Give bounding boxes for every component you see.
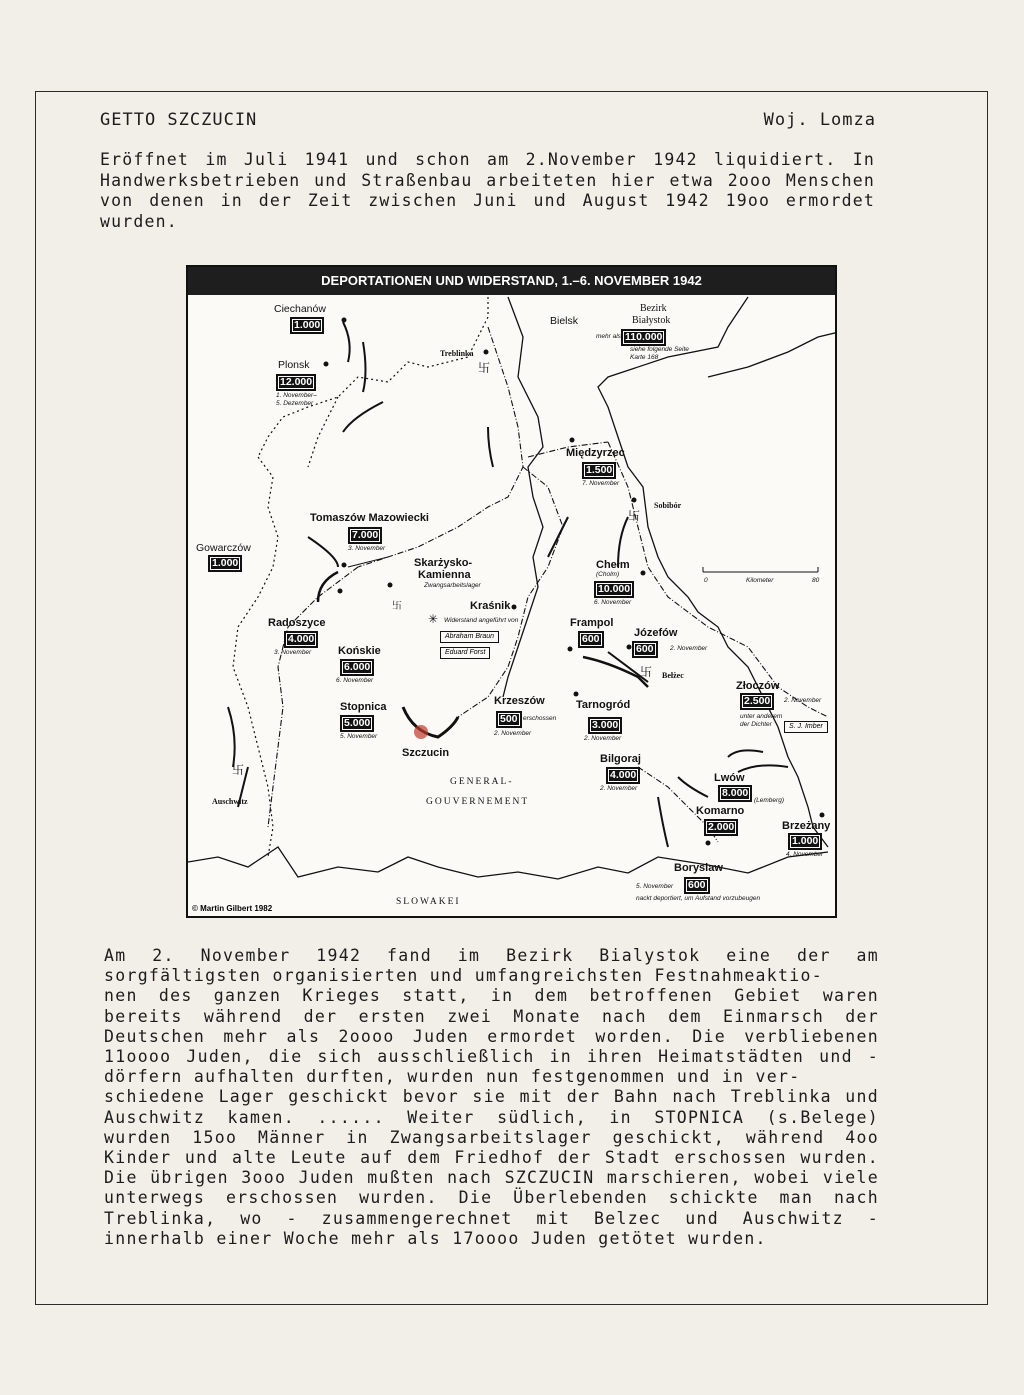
label-chelm-alt: (Cholm) xyxy=(596,571,620,578)
label-konskie-date: 6. November xyxy=(336,677,374,684)
count-stopnica: 5.000 xyxy=(340,715,374,732)
label-zloczow-date: 2. November xyxy=(784,697,822,704)
treblinka-camp-icon: 卐 xyxy=(478,361,491,375)
count-bilgoraj: 4.000 xyxy=(606,767,640,784)
label-radoszyce-date: 3. November xyxy=(274,649,312,656)
label-jozefow: Józefów xyxy=(634,627,678,639)
count-brzezany: 1.000 xyxy=(788,833,822,850)
deportation-map xyxy=(186,265,837,918)
count-boryslaw: 600 xyxy=(684,877,710,894)
body-paragraph: Am 2. November 1942 fand im Bezirk Bialystok eine der am sorgfältigsten organisierten und umfangreichsten Festnahmeaktio- nen des ganzen Krieges statt, in dem betroffenen Gebiet waren bereits während der ersten zwei Monate nach dem Einmarsch der Deutschen mehr als 2oooo Juden ermordet worden. Die verbliebenen 11oooo Juden, die sich ausschließlich in ihren Heimatstädten und -dörfern aufhalten durften, wurden nun festgenommen und in ver- schiedene Lager geschickt bevor sie mit der Bahn nach Treblinka und Auschwitz kamen. ...... Weiter südlich, in STOPNICA (s.Belege) wurden 15oo Männer in Zwangsarbeitslager geschickt, während 4oo Kinder und alte Leute auf dem Friedhof der Stadt erschossen wurden. Die übrigen 3ooo Juden mußten nach SZCZUCIN marschieren, wobei viele unterwegs erschossen wurden. Die Überlebenden schickte man nach Treblinka, wo - zusammengerechnet mit Belzec und Auschwitz - innerhalb einer Woche mehr als 17oooo Juden getötet wurden. xyxy=(104,946,879,1248)
label-belzec: Bełżec xyxy=(662,671,684,680)
label-boryslaw-date: 5. November xyxy=(636,883,674,890)
label-tarnogrod-date: 2. November xyxy=(584,735,622,742)
count-krzeszow: 500 xyxy=(496,711,522,728)
label-boryslaw-note: nackt deportiert, um Aufstand vorzubeugen xyxy=(636,895,761,902)
label-chelm: Chełm xyxy=(596,559,630,571)
label-slowakei: SLOWAKEI xyxy=(396,897,461,907)
label-bialystok-note2: Karte 168 xyxy=(630,354,659,361)
resistance-leader-forst: Eduard Forst xyxy=(440,647,490,659)
label-tomaszow-date: 3. November xyxy=(348,545,386,552)
label-gouvernement: GOUVERNEMENT xyxy=(426,797,530,807)
scale-zero: 0 xyxy=(704,577,708,584)
count-chelm: 10.000 xyxy=(594,581,634,598)
scale-eighty: 80 xyxy=(812,577,820,584)
label-miedzyrzec: Międzyrzec xyxy=(566,447,625,459)
count-zloczow: 2.500 xyxy=(740,693,774,710)
label-skarzysko-note: Zwangsarbeitslager xyxy=(424,582,481,589)
label-brzezany-date: 4. November xyxy=(786,851,824,858)
intro-paragraph: Eröffnet im Juli 1941 und schon am 2.November 1942 liquidiert. In Handwerksbetrieben und Straßenbau arbeiteten hier etwa 2ooo Menschen von denen in der Zeit zwischen Juni und August 1942 19oo ermordet wurden. xyxy=(100,150,875,231)
label-chelm-date: 6. November xyxy=(594,599,632,606)
label-der-dichter: der Dichter xyxy=(740,721,772,728)
label-skarzysko1: Skarżysko- xyxy=(414,557,473,569)
label-stopnica-date: 5. November xyxy=(340,733,378,740)
label-radoszyce: Radoszyce xyxy=(268,617,326,629)
label-skarzysko2: Kamienna xyxy=(418,569,471,581)
label-general: GENERAL- xyxy=(450,777,514,787)
label-krasnik: Kraśnik xyxy=(470,600,511,612)
label-jozefow-date: 2. November xyxy=(670,645,708,652)
label-miedzyrzec-date: 7. November xyxy=(582,480,620,487)
count-frampol: 600 xyxy=(578,631,604,648)
label-tomaszow: Tomaszów Mazowiecki xyxy=(310,512,429,524)
label-bielsk: Bielsk xyxy=(550,315,579,327)
map-copyright: © Martin Gilbert 1982 xyxy=(192,904,273,913)
document-title: GETTO SZCZUCIN xyxy=(100,110,258,130)
label-zloczow: Złoczów xyxy=(736,680,780,692)
label-komarno: Komarno xyxy=(696,805,745,817)
count-bialystok: 110.000 xyxy=(621,329,666,346)
count-ciechanow: 1.000 xyxy=(290,317,324,334)
count-konskie: 6.000 xyxy=(340,659,374,676)
count-komarno: 2.000 xyxy=(704,819,738,836)
count-jozefow: 600 xyxy=(632,641,658,658)
resistance-leader-braun: Abraham Braun xyxy=(440,631,499,643)
count-plonsk: 12.000 xyxy=(276,374,316,391)
resistance-star-icon: ✳ xyxy=(428,612,439,626)
label-konskie: Końskie xyxy=(338,645,381,657)
map-title: DEPORTATIONEN UND WIDERSTAND, 1.–6. NOVEMBER 1942 xyxy=(188,267,835,295)
label-bezirk: Bezirk xyxy=(640,303,667,314)
label-lwow: Lwów xyxy=(714,772,745,784)
count-tarnogrod: 3.000 xyxy=(588,717,622,734)
label-auschwitz: Auschwitz xyxy=(212,797,248,806)
label-bialystok: Białystok xyxy=(632,315,671,326)
sobibor-camp-icon: 卐 xyxy=(628,509,641,523)
poet-imber: S. J. Imber xyxy=(784,721,828,733)
count-radoszyce: 4.000 xyxy=(284,631,318,648)
auschwitz-camp-icon: 卐 xyxy=(232,763,245,777)
label-mehr-als: mehr als xyxy=(596,333,621,340)
label-stopnica: Stopnica xyxy=(340,701,387,713)
label-tarnogrod: Tarnogród xyxy=(576,699,631,711)
label-plonsk-date2: 5. Dezember xyxy=(276,400,314,407)
count-miedzyrzec: 1.500 xyxy=(582,462,616,479)
label-lwow-alt: (Lemberg) xyxy=(754,797,784,804)
count-tomaszow: 7.000 xyxy=(348,527,382,544)
label-ciechanow: Ciechanów xyxy=(274,303,326,315)
label-unter-anderem: unter anderem xyxy=(740,713,783,720)
label-boryslaw: Boryslaw xyxy=(674,862,723,874)
label-bialystok-note1: siehe folgende Seite xyxy=(630,346,689,353)
label-krzeszow: Krzeszów xyxy=(494,695,545,707)
skarzysko-camp-icon: 卐 xyxy=(392,601,402,612)
label-plonsk-date1: 1. November– xyxy=(276,392,317,399)
count-gowarczow: 1.000 xyxy=(208,555,242,572)
region-label: Woj. Lomza xyxy=(763,110,876,130)
label-krzeszow-date: 2. November xyxy=(494,730,532,737)
belzec-camp-icon: 卐 xyxy=(640,665,653,679)
label-frampol: Frampol xyxy=(570,617,614,629)
label-widerstand: Widerstand angeführt von xyxy=(444,617,519,624)
scale-label: Kilometer xyxy=(746,577,774,584)
label-gowarczow: Gowarczów xyxy=(196,542,251,554)
label-treblinka: Treblinka xyxy=(440,349,474,358)
count-lwow: 8.000 xyxy=(718,785,752,802)
label-krzeszow-note: erschossen xyxy=(523,715,557,722)
label-bilgoraj: Bilgoraj xyxy=(600,753,641,765)
label-szczucin: Szczucin xyxy=(402,747,450,759)
label-brzezany: Brzeżany xyxy=(782,820,831,832)
label-plonsk: Plonsk xyxy=(278,359,310,371)
label-bilgoraj-date: 2. November xyxy=(600,785,638,792)
label-sobibor: Sobibór xyxy=(654,501,682,510)
